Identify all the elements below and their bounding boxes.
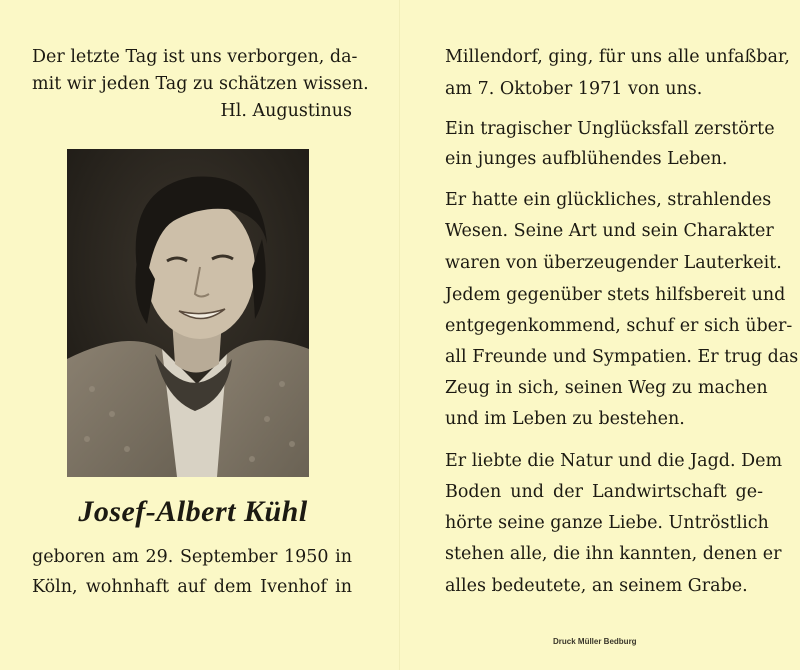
bio-line: und im Leben zu bestehen.	[445, 409, 685, 429]
bio-line: Jedem gegenüber stets hilfsbereit und	[445, 285, 786, 305]
quote-line: Der letzte Tag ist uns verborgen, da-	[32, 47, 358, 67]
quote-attribution: Hl. Augustinus	[220, 101, 352, 121]
card-fold	[399, 0, 400, 670]
bio-line: geboren am 29. September 1950 in	[32, 547, 352, 567]
bio-line: am 7. Oktober 1971 von uns.	[445, 79, 703, 99]
bio-line: Wesen. Seine Art und sein Charakter	[445, 221, 774, 241]
bio-line: alles bedeutete, an seinem Grabe.	[445, 576, 748, 596]
deceased-name: Josef-Albert Kühl	[78, 495, 308, 528]
bio-line: waren von überzeugender Lauterkeit.	[445, 253, 782, 273]
bio-line: Zeug in sich, seinen Weg zu machen	[445, 378, 768, 398]
portrait-photo	[67, 149, 309, 477]
bio-line: Ein tragischer Unglücksfall zerstörte	[445, 119, 775, 139]
bio-line: all Freunde und Sympatien. Er trug das	[445, 347, 799, 367]
bio-line: hörte seine ganze Liebe. Untröstlich	[445, 513, 769, 533]
portrait-photo-icon	[67, 149, 309, 477]
quote-line: mit wir jeden Tag zu schätzen wissen.	[32, 74, 369, 94]
bio-line: Er hatte ein glückliches, strahlendes	[445, 190, 772, 210]
printer-credit: Druck Müller Bedburg	[553, 637, 637, 646]
bio-line: entgegenkommend, schuf er sich über-	[445, 316, 793, 336]
bio-line: Millendorf, ging, für uns alle unfaßbar,	[445, 47, 790, 67]
bio-line: Er liebte die Natur und die Jagd. Dem	[445, 451, 783, 471]
bio-line: ein junges aufblühendes Leben.	[445, 149, 728, 169]
bio-line: Köln, wohnhaft auf dem Ivenhof in	[32, 577, 352, 597]
bio-line: stehen alle, die ihn kannten, denen er	[445, 544, 782, 564]
bio-line: Boden und der Landwirtschaft ge-	[445, 482, 763, 502]
